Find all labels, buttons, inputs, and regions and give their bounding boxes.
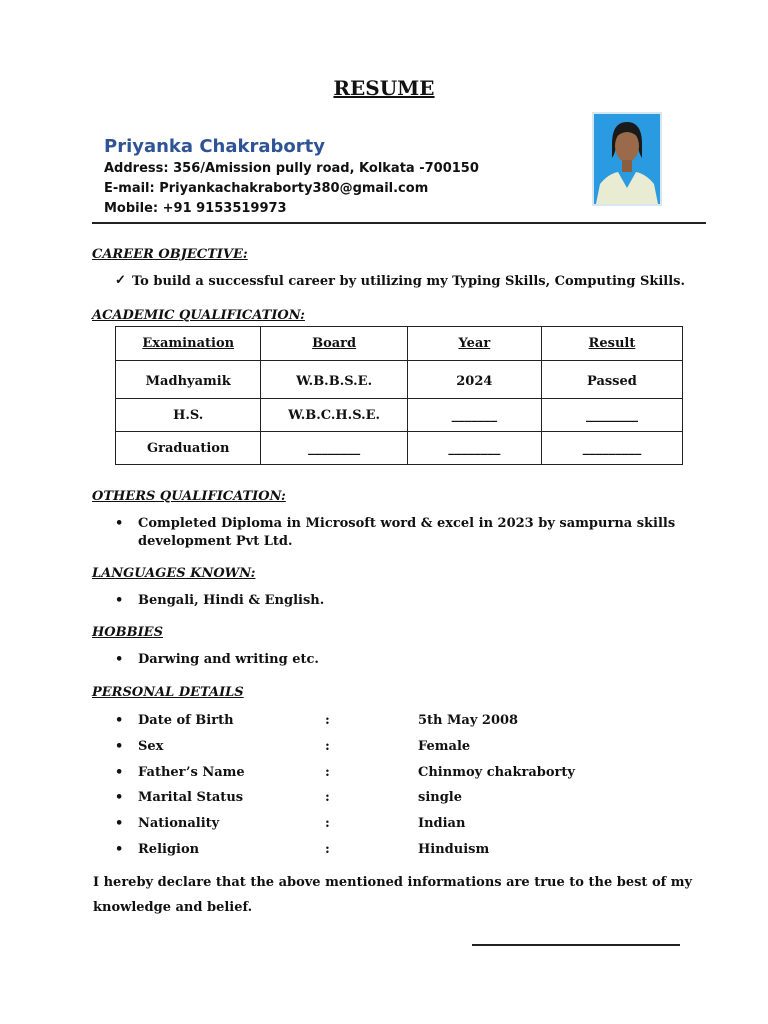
table-row	[116, 432, 683, 465]
colon: :	[325, 842, 330, 857]
email-line: E-mail: Priyankachakraborty380@gmail.com	[104, 181, 429, 196]
languages-heading: LANGUAGES KNOWN:	[92, 566, 256, 581]
nationality-value: Indian	[418, 816, 466, 831]
colon: :	[325, 739, 330, 754]
dob-label: Date of Birth	[138, 713, 234, 728]
declaration-line2: knowledge and belief.	[93, 900, 253, 915]
marital-status-label: Marital Status	[138, 790, 244, 805]
bullet-marker: •	[115, 765, 124, 780]
career-objective-text: To build a successful career by utilizing my Typing Skills, Computing Skills.	[132, 274, 686, 289]
bullet-marker: •	[115, 713, 124, 728]
table-cell: _______	[407, 399, 541, 432]
hobbies-text: Darwing and writing etc.	[138, 652, 319, 667]
col-result: Result	[541, 327, 682, 361]
career-objective-heading: CAREER OBJECTIVE:	[92, 247, 248, 262]
marital-status-value: single	[418, 790, 463, 805]
hobbies-heading: HOBBIES	[92, 625, 163, 640]
fathers-name-value: Chinmoy chakraborty	[418, 765, 575, 780]
candidate-name: Priyanka Chakraborty	[104, 136, 325, 157]
sex-value: Female	[418, 739, 471, 754]
bullet-marker: •	[115, 739, 124, 754]
table-cell: _________	[541, 432, 682, 465]
others-qualification-line1: Completed Diploma in Microsoft word & excel in 2023 by sampurna skills	[138, 516, 676, 531]
fathers-name-label: Father’s Name	[138, 765, 245, 780]
personal-details-heading: PERSONAL DETAILS	[92, 685, 244, 700]
colon: :	[325, 816, 330, 831]
religion-value: Hinduism	[418, 842, 490, 857]
career-checkmark: ✓	[115, 273, 126, 288]
table-cell: W.B.C.H.S.E.	[261, 399, 407, 432]
others-qualification-heading: OTHERS QUALIFICATION:	[92, 489, 286, 504]
bullet-marker: •	[115, 593, 124, 608]
signature-line	[472, 944, 680, 946]
dob-value: 5th May 2008	[418, 713, 519, 728]
table-row	[116, 399, 683, 432]
academic-table	[115, 326, 683, 465]
table-cell: ________	[541, 399, 682, 432]
others-qualification-line2: development Pvt Ltd.	[138, 534, 293, 549]
table-row	[116, 361, 683, 399]
colon: :	[325, 765, 330, 780]
table-cell: Passed	[541, 361, 682, 399]
sex-label: Sex	[138, 739, 164, 754]
declaration-line1: I hereby declare that the above mentioned informations are true to the best of my	[93, 875, 693, 890]
table-cell: 2024	[407, 361, 541, 399]
colon: :	[325, 790, 330, 805]
academic-heading: ACADEMIC QUALIFICATION:	[92, 308, 305, 323]
mobile-line: Mobile: +91 9153519973	[104, 201, 287, 216]
colon: :	[325, 713, 330, 728]
table-cell: Madhyamik	[116, 361, 261, 399]
col-year: Year	[407, 327, 541, 361]
bullet-marker: •	[115, 790, 124, 805]
table-header-row	[116, 327, 683, 361]
col-examination: Examination	[116, 327, 261, 361]
table-cell: ________	[261, 432, 407, 465]
bullet-marker: •	[115, 842, 124, 857]
bullet-marker: •	[115, 652, 124, 667]
religion-label: Religion	[138, 842, 200, 857]
table-cell: W.B.B.S.E.	[261, 361, 407, 399]
address-line: Address: 356/Amission pully road, Kolkata -700150	[104, 161, 479, 176]
table-cell: Graduation	[116, 432, 261, 465]
resume-title: RESUME	[333, 76, 435, 100]
nationality-label: Nationality	[138, 816, 220, 831]
bullet-marker: •	[115, 516, 124, 531]
profile-photo	[592, 112, 662, 206]
header-divider	[92, 222, 706, 224]
profile-photo-illustration	[594, 114, 660, 204]
table-cell: ________	[407, 432, 541, 465]
table-cell: H.S.	[116, 399, 261, 432]
col-board: Board	[261, 327, 407, 361]
bullet-marker: •	[115, 816, 124, 831]
languages-text: Bengali, Hindi & English.	[138, 593, 325, 608]
